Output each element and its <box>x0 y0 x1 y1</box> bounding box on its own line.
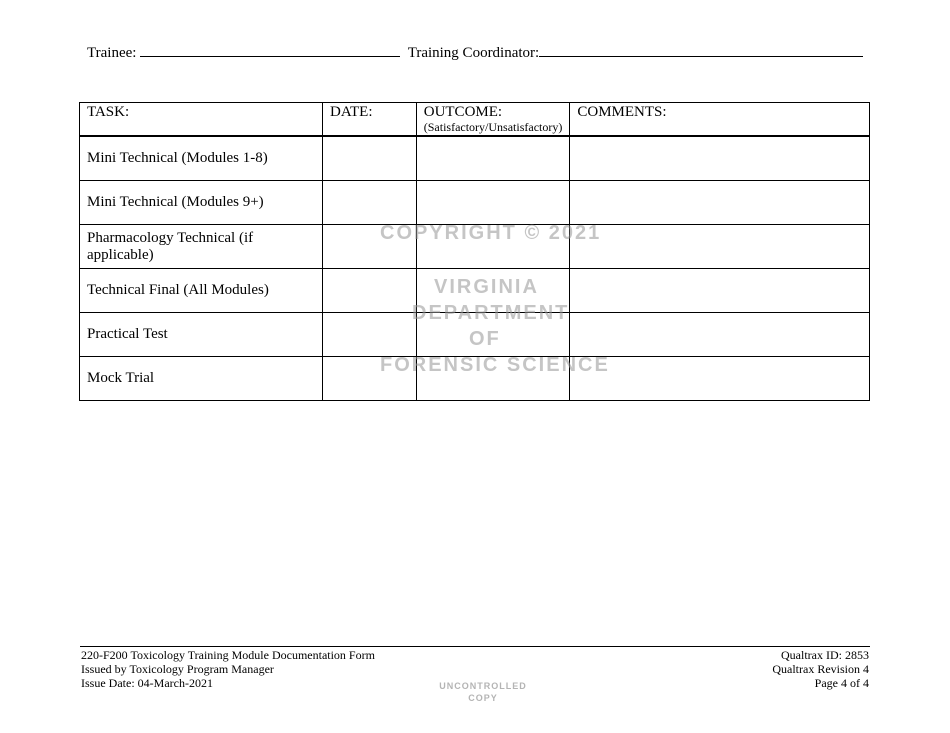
footer-qualtrax-revision: Qualtrax Revision 4 <box>772 662 869 676</box>
task-cell: Practical Test <box>80 313 323 357</box>
watermark-copyright: COPYRIGHT © 2021 <box>380 222 602 244</box>
table-header-row <box>80 103 870 137</box>
header-outcome-label: OUTCOME: <box>423 104 503 120</box>
comments-cell[interactable] <box>570 313 870 357</box>
trainee-field[interactable] <box>140 43 400 57</box>
table-row <box>80 136 870 181</box>
date-cell[interactable] <box>323 136 417 181</box>
comments-cell[interactable] <box>570 357 870 401</box>
date-cell[interactable] <box>323 269 417 313</box>
uncontrolled-copy-stamp <box>433 680 533 704</box>
coordinator-label: Training Coordinator: <box>407 45 540 61</box>
footer-issued-by: Issued by Toxicology Program Manager <box>81 662 274 676</box>
watermark-line: OF <box>469 328 501 350</box>
header-task: TASK: <box>80 103 323 137</box>
task-cell: Pharmacology Technical (if applicable) <box>80 225 323 269</box>
watermark-line: VIRGINIA <box>434 276 539 298</box>
header-date: DATE: <box>323 103 417 137</box>
comments-cell[interactable] <box>570 225 870 269</box>
uncontrolled-line: COPY <box>468 693 498 703</box>
date-cell[interactable] <box>323 181 417 225</box>
trainee-label: Trainee: <box>87 45 137 61</box>
header-outcome <box>416 103 570 137</box>
watermark-line: DEPARTMENT <box>412 302 570 324</box>
header-outcome-sub: (Satisfactory/Unsatisfactory) <box>423 120 563 134</box>
task-cell: Technical Final (All Modules) <box>80 269 323 313</box>
watermark-line: FORENSIC SCIENCE <box>380 354 610 376</box>
comments-cell[interactable] <box>570 181 870 225</box>
outcome-cell[interactable] <box>416 181 570 225</box>
footer-issue-date: Issue Date: 04-March-2021 <box>81 676 213 690</box>
comments-cell[interactable] <box>570 269 870 313</box>
header-comments: COMMENTS: <box>570 103 870 137</box>
date-cell[interactable] <box>323 313 417 357</box>
uncontrolled-line: UNCONTROLLED <box>439 681 527 691</box>
coordinator-field[interactable] <box>539 43 863 57</box>
outcome-cell[interactable] <box>416 136 570 181</box>
footer-qualtrax-id: Qualtrax ID: 2853 <box>781 648 869 662</box>
footer-right <box>772 648 869 690</box>
header-line <box>87 43 863 62</box>
footer-page-number: Page 4 of 4 <box>814 676 869 690</box>
comments-cell[interactable] <box>570 136 870 181</box>
task-cell: Mock Trial <box>80 357 323 401</box>
footer-left <box>81 648 375 690</box>
footer-divider <box>80 646 870 647</box>
task-cell: Mini Technical (Modules 1-8) <box>80 136 323 181</box>
table-row <box>80 181 870 225</box>
footer-form-title: 220-F200 Toxicology Training Module Documentation Form <box>81 648 375 662</box>
task-cell: Mini Technical (Modules 9+) <box>80 181 323 225</box>
